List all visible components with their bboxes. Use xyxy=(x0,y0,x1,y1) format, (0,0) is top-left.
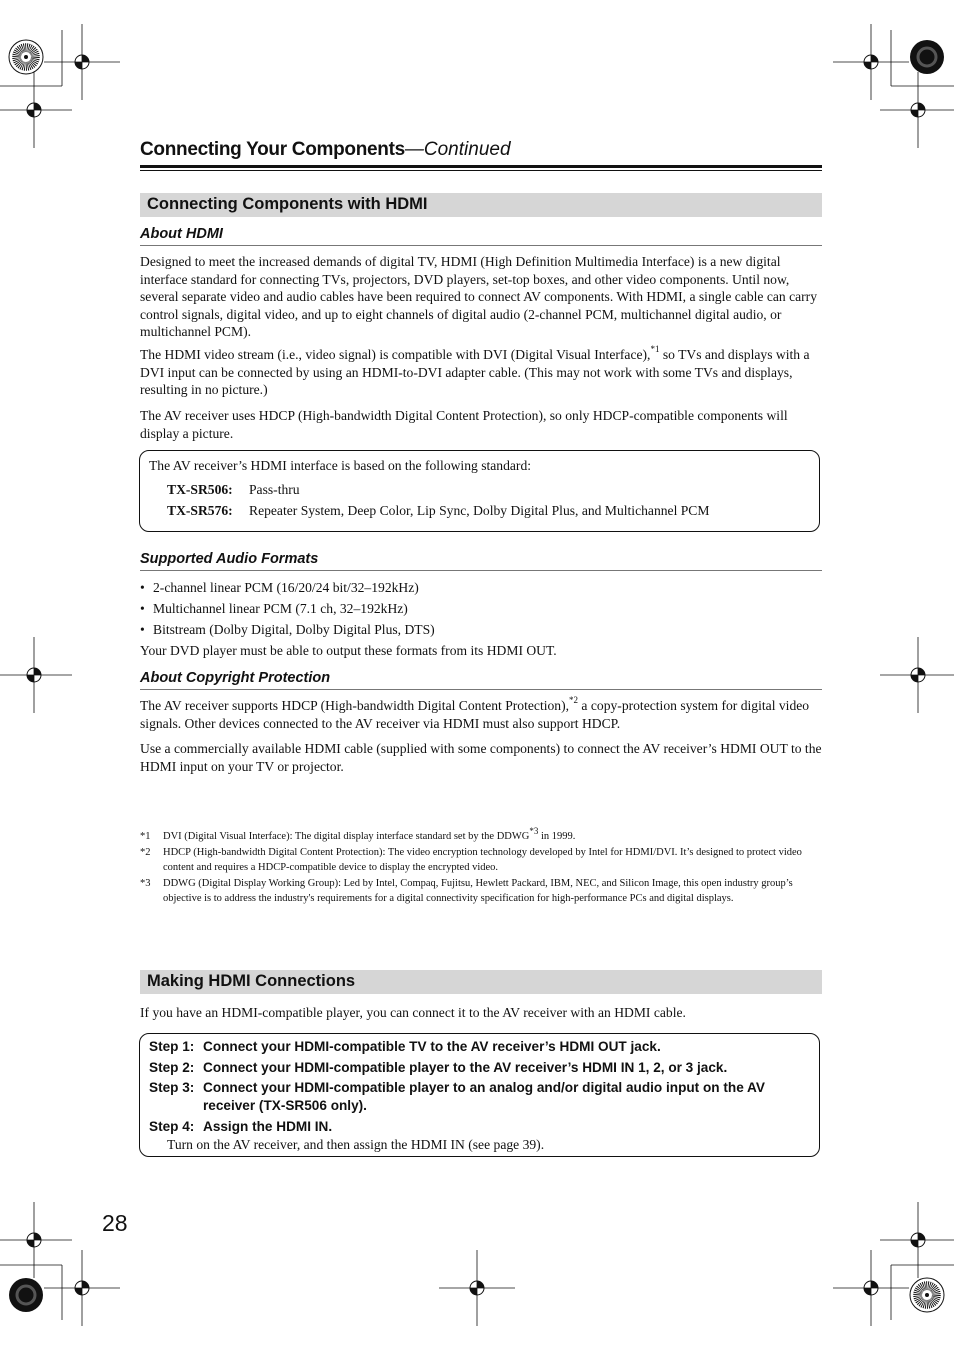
crop-mark-bottom-right xyxy=(833,1202,954,1326)
header-title: Connecting Your Components xyxy=(140,139,405,160)
section-heading-hdmi xyxy=(140,193,822,217)
paragraph-text: a copy-protection system for digital video signals. Other devices connected to the AV receiver via HDMI must also support HDCP. xyxy=(140,698,810,731)
footnotes xyxy=(140,825,822,907)
list-item xyxy=(140,620,822,641)
footnote xyxy=(140,845,822,875)
step-label: Step 3: xyxy=(149,1080,195,1095)
crop-mark-top-right xyxy=(833,24,954,148)
list-item-text: 2-channel linear PCM (16/20/24 bit/32–192kHz) xyxy=(153,580,419,595)
subheading-about-hdmi: About HDMI xyxy=(140,226,822,246)
hdmi-standard-box xyxy=(139,450,820,532)
model-features: Pass-thru xyxy=(249,482,300,497)
audio-format-list xyxy=(140,578,822,641)
footnote-text: DDWG (Digital Display Working Group): Led by Intel, Compaq, Fujitsu, Hewlett Packard, IBM, NEC, and Silicon Image, this open industry group’s objective is to address the industry's requirements for a digital connectivity specification for high-performance PCs and digital displays. xyxy=(163,878,793,904)
footnote-text: DVI (Digital Visual Interface): The digital display interface standard set by the DDWG xyxy=(163,831,530,842)
list-item-text: Multichannel linear PCM (7.1 ch, 32–192kHz) xyxy=(153,601,408,616)
step-label: Step 4: xyxy=(149,1119,195,1134)
about-hdmi-paragraph-3: The AV receiver uses HDCP (High-bandwidth Digital Content Protection), so only HDCP-compatible components will display a picture. xyxy=(140,408,788,441)
steps-box xyxy=(139,1033,820,1157)
standard-row xyxy=(167,503,709,519)
subheading-copyright: About Copyright Protection xyxy=(140,670,822,690)
step-4-note: Turn on the AV receiver, and then assign the HDMI IN (see page 39). xyxy=(167,1137,545,1152)
model-name: TX-SR506: xyxy=(167,482,233,497)
footnote-ref: *3 xyxy=(529,825,539,836)
step-text: Connect your HDMI-compatible player to an analog and/or digital audio input on the AV receiver (TX-SR506 only). xyxy=(203,1080,765,1113)
paragraph-text: so TVs and displays with a DVI input can be connected by using an HDMI-to-DVI adapter cable. (This may not work with some TVs and displays, resulting in no picture.) xyxy=(140,347,810,398)
copyright-paragraph-2: Use a commercially available HDMI cable (supplied with some components) to connect the AV receiver’s HDMI OUT to the HDMI input on your TV or projector. xyxy=(140,741,822,774)
paragraph-text: The HDMI video stream (i.e., video signal) is compatible with DVI (Digital Visual Interface), xyxy=(140,347,651,362)
bullet-icon: • xyxy=(140,622,145,637)
list-item-text: Bitstream (Dolby Digital, Dolby Digital Plus, DTS) xyxy=(153,622,435,637)
footnote xyxy=(140,876,822,906)
footnote-text: in 1999. xyxy=(538,831,576,842)
step-text: Connect your HDMI-compatible player to the AV receiver’s HDMI IN 1, 2, or 3 jack. xyxy=(203,1060,728,1075)
registration-mark-bottom xyxy=(439,1250,515,1326)
footnote xyxy=(140,825,822,844)
connections-intro: If you have an HDMI-compatible player, you can connect it to the AV receiver with an HDMI cable. xyxy=(140,1005,686,1020)
bullet-icon: • xyxy=(140,580,145,595)
section-title: Making HDMI Connections xyxy=(147,972,356,990)
formats-note: Your DVD player must be able to output these formats from its HDMI OUT. xyxy=(140,643,557,658)
step-label: Step 2: xyxy=(149,1060,195,1075)
step-label: Step 1: xyxy=(149,1039,195,1054)
registration-mark-left xyxy=(0,637,72,713)
section-title: Connecting Components with HDMI xyxy=(147,195,428,213)
about-hdmi-paragraph-1: Designed to meet the increased demands of digital TV, HDMI (High Definition Multimedia Interface) is a new digital interface standard for connecting TVs, projectors, DVD players, set-top boxes, and other video components. Until now, several separate video and audio cables have been required to connect AV components. With HDMI, a single cable can carry control signals, digital video, and up to eight channels of digital audio (2-channel PCM, multichannel digital audio, or multichannel PCM). xyxy=(140,254,818,340)
subheading-supported-formats: Supported Audio Formats xyxy=(140,551,822,571)
step-text: Assign the HDMI IN. xyxy=(203,1119,333,1134)
list-item xyxy=(140,578,822,599)
bullet-icon: • xyxy=(140,601,145,616)
crop-mark-top-left xyxy=(0,24,120,148)
model-features: Repeater System, Deep Color, Lip Sync, Dolby Digital Plus, and Multichannel PCM xyxy=(249,503,710,518)
footnote-mark: *3 xyxy=(140,878,151,889)
registration-mark-right xyxy=(880,637,954,713)
list-item xyxy=(140,599,822,620)
header-continued: —Continued xyxy=(404,139,511,160)
footnote-mark: *1 xyxy=(140,831,151,842)
footnote-ref: *2 xyxy=(569,695,579,706)
section-heading-making-connections xyxy=(140,970,822,994)
footnote-mark: *2 xyxy=(140,847,151,858)
standard-intro: The AV receiver’s HDMI interface is based on the following standard: xyxy=(149,458,532,473)
page-number: 28 xyxy=(102,1210,128,1236)
header-rule-thin xyxy=(140,170,822,171)
model-name: TX-SR576: xyxy=(167,503,233,518)
footnote-ref: *1 xyxy=(650,344,660,355)
about-hdmi-paragraph-2 xyxy=(140,346,822,399)
footnote-text: HDCP (High-bandwidth Digital Content Protection): The video encryption technology developed by Intel for HDMI/DVI. It’s designed to protect video content and requires a HDCP-compatible device to display the encrypted video. xyxy=(163,847,802,873)
standard-row xyxy=(167,482,300,498)
copyright-paragraph-1 xyxy=(140,697,822,732)
step-text: Connect your HDMI-compatible TV to the AV receiver’s HDMI OUT jack. xyxy=(203,1039,661,1054)
page-header xyxy=(140,139,822,161)
paragraph-text: The AV receiver supports HDCP (High-bandwidth Digital Content Protection), xyxy=(140,698,570,713)
header-rule xyxy=(140,165,822,168)
